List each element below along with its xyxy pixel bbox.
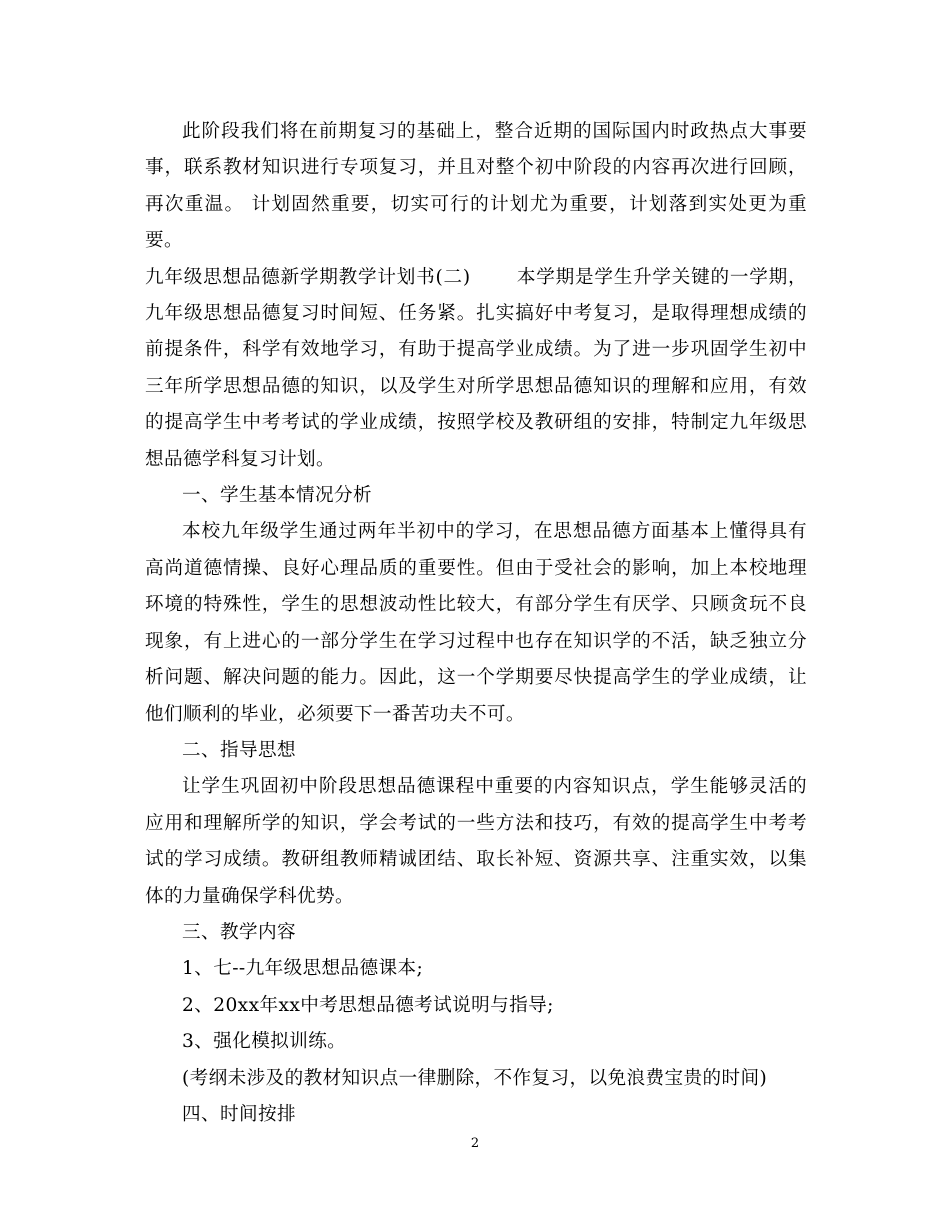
list-item-mock-training: 3、强化模拟训练。	[182, 1031, 347, 1053]
heading-teaching-content: 三、教学内容	[182, 921, 296, 943]
section-heading: 九年级思想品德新学期教学计划书(二)	[145, 266, 471, 288]
paragraph-plan-intro	[145, 260, 807, 478]
page-number: 2	[470, 1136, 480, 1151]
note-syllabus: (考纲未涉及的教材知识点一律删除，不作复习，以免浪费宝贵的时间)	[182, 1067, 768, 1089]
paragraph-review-stage: 此阶段我们将在前期复习的基础上，整合近期的国际国内时政热点大事要事，联系教材知识进行专项复习，并且对整个初中阶段的内容再次进行回顾，再次重温。 计划固然重要，切实可行的计划尤为重要，计划落到实处更为重要。	[145, 121, 807, 252]
list-item-textbooks: 1、七--九年级思想品德课本;	[182, 958, 424, 980]
paragraph-guiding-thought: 让学生巩固初中阶段思想品德课程中重要的内容知识点，学生能够灵活的应用和理解所学的知识，学会考试的一些方法和技巧，有效的提高学生中考考试的学习成绩。教研组教师精诚团结、取长补短、资源共享、注重实效，以集体的力量确保学科优势。	[145, 776, 807, 907]
heading-student-analysis: 一、学生基本情况分析	[182, 485, 372, 507]
list-item-exam-guide: 2、20xx年xx中考思想品德考试说明与指导;	[182, 994, 554, 1016]
document-page	[145, 114, 807, 1133]
paragraph-student-analysis: 本校九年级学生通过两年半初中的学习，在思想品德方面基本上懂得具有高尚道德情操、良好心理品质的重要性。但由于受社会的影响，加上本校地理环境的特殊性，学生的思想波动性比较大，有部分学生有厌学、只顾贪玩不良现象，有上进心的一部分学生在学习过程中也存在知识学的不活，缺乏独立分析问题、解决问题的能力。因此，这一个学期要尽快提高学生的学业成绩，让他们顺利的毕业，必须要下一番苦功夫不可。	[145, 521, 807, 725]
heading-schedule: 四、时间按排	[182, 1103, 296, 1125]
heading-guiding-thought: 二、指导思想	[182, 739, 296, 761]
section-intro-text: 本学期是学生升学关键的一学期，九年级思想品德复习时间短、任务紧。扎实搞好中考复习，是取得理想成绩的前提条件，科学有效地学习，有助于提高学业成绩。为了进一步巩固学生初中三年所学思想品德的知识，以及学生对所学思想品德知识的理解和应用，有效的提高学生中考考试的学业成绩，按照学校及教研组的安排，特制定九年级思想品德学科复习计划。	[145, 266, 807, 470]
